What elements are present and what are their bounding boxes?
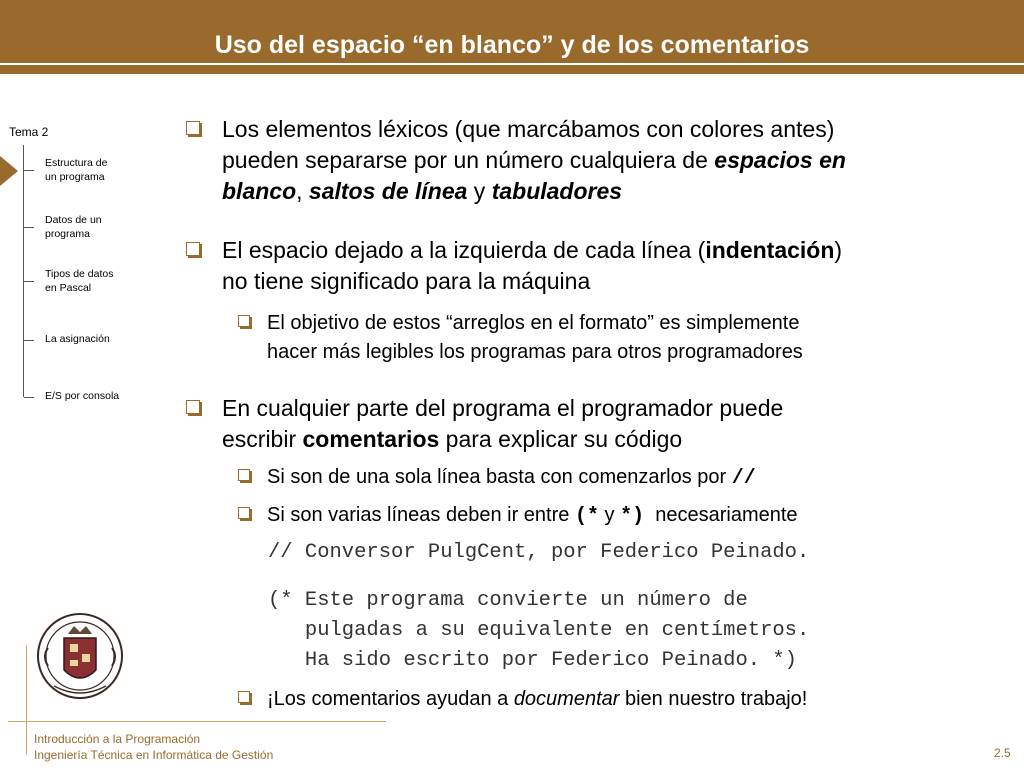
square-bullet-icon: [186, 400, 200, 414]
sidebar-item-label: E/S por consola: [45, 390, 120, 402]
sidebar-item-label: Datos de un programa: [45, 214, 102, 240]
square-bullet-icon: [238, 507, 250, 519]
slide-title: Uso del espacio “en blanco” y de los comentarios: [214, 31, 810, 59]
sub-bullet-single-line: Si son de una sola línea basta con comenzarlos por //: [267, 466, 756, 490]
university-crest-logo: [34, 608, 126, 708]
sidebar-item-label: La asignación: [45, 333, 110, 345]
footer-degree: Ingeniería Técnica en Informática de Gestión: [34, 748, 274, 762]
footer-vertical-rule: [26, 645, 27, 755]
sidebar-item-label: Estructura de un programa: [45, 157, 108, 183]
code-multi-line-comment: (* Este programa convierte un número de pulgadas a su equivalente en centímetros. Ha sido escrito por Federico Peinado. *): [268, 589, 810, 672]
sidebar-tick: [24, 340, 34, 341]
sub-bullet-documentation: ¡Los comentarios ayudan a documentar bien nuestro trabajo!: [267, 688, 808, 710]
sidebar-track: [23, 145, 24, 397]
bullet-indentation: El espacio dejado a la izquierda de cada línea (indentación) no tiene significado para la máquina: [222, 237, 843, 294]
title-divider: [0, 63, 1024, 65]
sub-bullet-format-purpose: El objetivo de estos “arreglos en el formato” es simplemente hacer más legibles los programas para otros programadores: [267, 312, 803, 363]
current-section-arrow-icon: [0, 156, 18, 186]
sidebar-item-label: Tipos de datos en Pascal: [45, 268, 114, 294]
sidebar-section-label: Tema 2: [9, 125, 49, 139]
square-bullet-icon: [186, 242, 200, 256]
square-bullet-icon: [238, 469, 250, 481]
square-bullet-icon: [238, 315, 250, 327]
sidebar-tick: [24, 227, 34, 228]
sidebar-tick: [24, 170, 34, 171]
footer-course: Introducción a la Programación: [34, 732, 201, 746]
sidebar-tick: [24, 397, 34, 398]
square-bullet-icon: [238, 691, 250, 703]
bullet-comments: En cualquier parte del programa el programador puede escribir comentarios para explicar su código: [222, 395, 784, 452]
bullet-lexical-elements: Los elementos léxicos (que marcábamos con colores antes) pueden separarse por un número cualquiera de espacios en blanco, saltos de línea y tabuladores: [222, 116, 846, 204]
sidebar-tick: [24, 281, 34, 282]
square-bullet-icon: [186, 121, 200, 135]
sub-bullet-multi-line: Si son varias líneas deben ir entre (* y *) necesariamente: [267, 504, 798, 528]
page-number: 2.5: [994, 746, 1011, 760]
footer-horizontal-rule: [8, 721, 386, 722]
code-single-line-comment: // Conversor PulgCent, por Federico Peinado.: [268, 541, 810, 564]
